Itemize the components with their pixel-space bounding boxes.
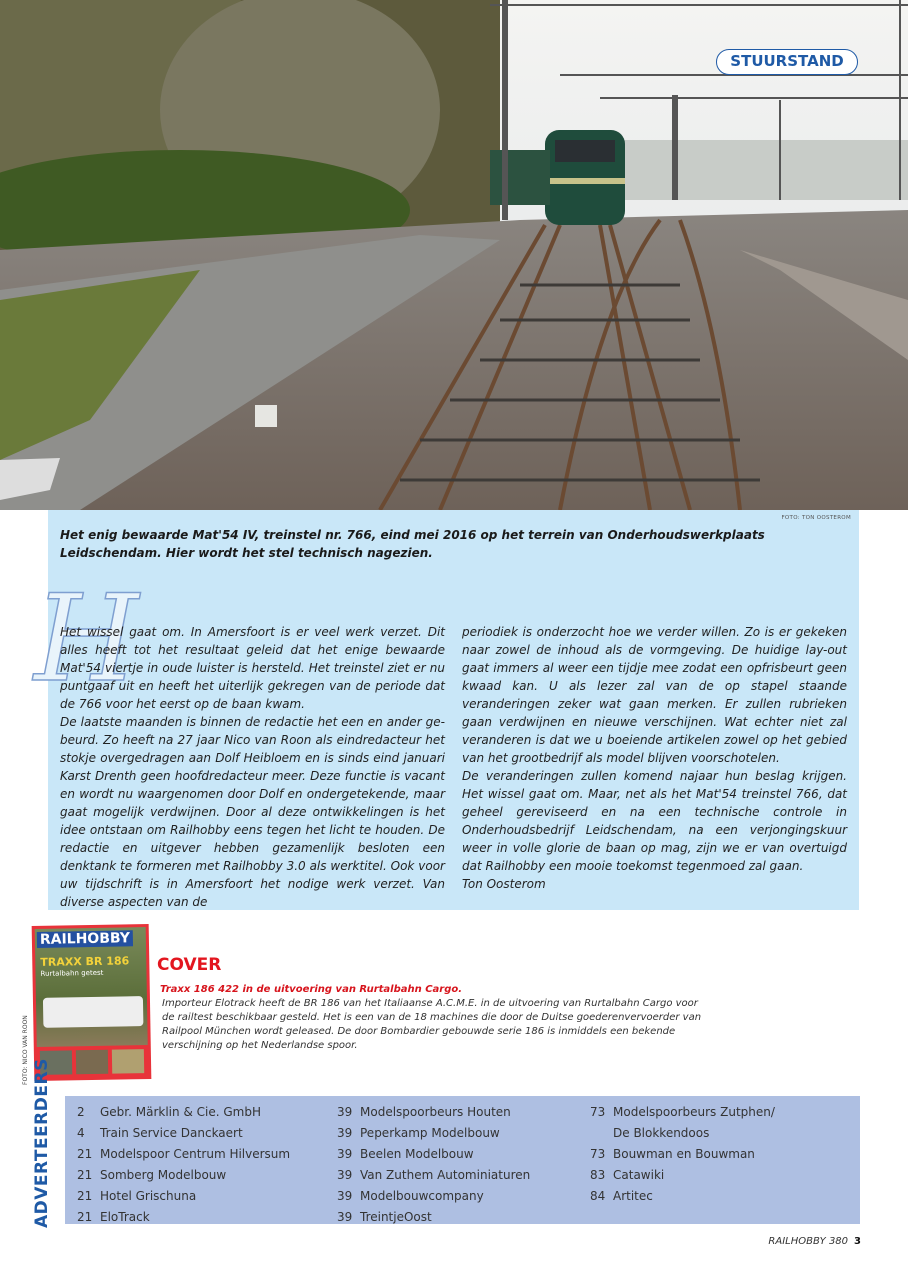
advertiser-name: Modelspoorbeurs Houten: [360, 1105, 511, 1119]
advertisers-column: [337, 1102, 530, 1228]
advertiser-page: 2: [77, 1105, 85, 1119]
cover-thumb-headline: TRAXX BR 186: [40, 954, 130, 969]
advertiser-entry: [337, 1207, 530, 1228]
advertiser-page: 21: [77, 1147, 93, 1161]
advertiser-page: 39: [337, 1147, 353, 1161]
page-number: 3: [854, 1236, 861, 1247]
advertiser-name: Gebr. Märklin & Cie. GmbH: [100, 1105, 261, 1119]
advertiser-name: Hotel Grischuna: [100, 1189, 197, 1203]
advertiser-entry: [77, 1165, 290, 1186]
advertiser-name: Modelspoorbeurs Zutphen/: [613, 1105, 775, 1119]
signature: Ton Oosterom: [462, 877, 546, 891]
cover-thumb-logo: RAILHOBBY: [37, 930, 133, 948]
advertiser-page: 73: [590, 1105, 606, 1119]
article-paragraph: Het wissel gaat om. In Amersfoort is er veel werk verzet. Dit alles heeft tot het resultaat geleid dat het enige bewaarde Mat'54 viertje in oude luister is hersteld. Het treinstel ziet er nu puntgaaf uit en heeft het uiterlijk gekregen van de periode dat de 766 voor het eerst op de baan kwam.: [60, 625, 445, 711]
advertiser-entry: [337, 1102, 530, 1123]
article-paragraph: periodiek is onderzocht hoe we verder willen. Zo is er gekeken naar zowel de inhoud als de vormgeving. De huidige lay-out gaat immers al weer een tijdje mee zodat een opfrisbeurt geen kwaad kan. U als lezer zal van de op stapel staande veranderingen zeker wat gaan merken. Er zullen rubrieken gaan verdwijnen en nieuwe verschijnen. Wat echter niet zal veranderen is dat we u boeiende artikelen zowel op het gebied van het grootbedrijf als model blijven voorschotelen.: [462, 625, 847, 765]
advertiser-name: Modelbouwcompany: [360, 1189, 484, 1203]
advertisers-column: [77, 1102, 290, 1228]
advertiser-entry: [590, 1165, 775, 1186]
section-badge: STUURSTAND: [716, 49, 858, 75]
advertiser-entry: [77, 1144, 290, 1165]
advertiser-name: TreintjeOost: [360, 1210, 432, 1224]
advertiser-entry: [337, 1144, 530, 1165]
advertiser-name: Somberg Modelbouw: [100, 1168, 227, 1182]
advertiser-entry: [77, 1207, 290, 1228]
advertiser-entry: [77, 1186, 290, 1207]
drop-initial: H: [34, 570, 139, 709]
advertiser-entry: [590, 1102, 775, 1123]
advertiser-entry: [77, 1123, 290, 1144]
advertiser-name: EloTrack: [100, 1210, 150, 1224]
advertiser-entry: [77, 1102, 290, 1123]
advertiser-name: Catawiki: [613, 1168, 665, 1182]
article-paragraph: De laatste maanden is binnen de redactie het een en ander gebeurd. Zo heeft na 27 jaar Nico van Roon als eindredacteur het stokje overgedragen aan Dolf Heibloem en is sinds eind januari Karst Drenth geen hoofdredacteur meer. Deze functie is vacant en wordt nu waargenomen door Dolf en ondergetekende, maar gaat mogelijk verdwijnen. Door al deze ontwikkelingen is het idee ontstaan om Railhobby eens tegen het licht te houden. De redactie en uitgever hebben gezamenlijk besloten een denktank te formeren met Railhobby 3.0 als werktitel. Ook voor uw tijdschrift is in Amersfoort het nodige werk verzet. Van diverse aspecten van de: [60, 715, 445, 909]
train-tracks-photo: [0, 0, 908, 510]
advertiser-page: 39: [337, 1189, 353, 1203]
cover-subtitle: Traxx 186 422 in de uitvoering van Rurtalbahn Cargo.: [160, 984, 463, 995]
advertiser-name: Van Zuthem Autominiaturen: [360, 1168, 531, 1182]
advertiser-entry: [337, 1186, 530, 1207]
advertiser-entry: [590, 1186, 775, 1207]
advertiser-entry: [590, 1123, 775, 1144]
advertiser-page: 73: [590, 1147, 606, 1161]
advertiser-name: De Blokkendoos: [613, 1126, 710, 1140]
article-column-2: [462, 623, 847, 893]
advertiser-name: Modelspoor Centrum Hilversum: [100, 1147, 291, 1161]
cover-photo-credit: FOTO: NICO VAN ROON: [22, 1015, 29, 1085]
advertiser-page: 21: [77, 1210, 93, 1224]
magazine-issue: RAILHOBBY 380: [768, 1236, 849, 1247]
advertiser-page: 21: [77, 1189, 93, 1203]
advertisers-label: ADVERTEERDERS: [32, 1058, 52, 1228]
advertisers-box: [65, 1096, 860, 1224]
advertiser-page: 83: [590, 1168, 606, 1182]
advertiser-page: 39: [337, 1105, 353, 1119]
advertiser-entry: [590, 1144, 775, 1165]
advertisers-column: [590, 1102, 775, 1207]
advertiser-name: Bouwman en Bouwman: [613, 1147, 755, 1161]
editorial-box: [34, 510, 859, 910]
advertiser-page: 21: [77, 1168, 93, 1182]
article-column-1: [60, 623, 445, 911]
advertiser-page: 39: [337, 1210, 353, 1224]
advertiser-entry: [337, 1165, 530, 1186]
advertiser-page: 84: [590, 1189, 606, 1203]
advertiser-page: 4: [77, 1126, 85, 1140]
advertiser-page: 39: [337, 1168, 353, 1182]
advertiser-name: Beelen Modelbouw: [360, 1147, 474, 1161]
advertiser-name: Train Service Danckaert: [100, 1126, 243, 1140]
cover-description: Importeur Elotrack heeft de BR 186 van het Italiaanse A.C.M.E. in de uitvoering van Rurtalbahn Cargo voor de railtest beschikbaar gesteld. Het is een van de 18 machines die door de Duitse goederenvervoerder van Railpool München wordt geleased. De door Bombardier gebouwde serie 186 is inmiddels een bekende verschijning op het Nederlandse spoor.: [162, 998, 702, 1051]
hero-photo: [0, 0, 908, 510]
cover-title: COVER: [157, 955, 222, 975]
photo-caption: Het enig bewaarde Mat'54 IV, treinstel nr. 766, eind mei 2016 op het terrein van Onderhoudswerkplaats Leidschendam. Hier wordt het stel technisch nagezien.: [60, 528, 765, 560]
advertiser-page: 39: [337, 1126, 353, 1140]
page-footer: [768, 1236, 861, 1247]
advertiser-name: Peperkamp Modelbouw: [360, 1126, 500, 1140]
advertiser-name: Artitec: [613, 1189, 653, 1203]
cover-thumb-sub: Rurtalbahn getest: [40, 968, 104, 978]
advertiser-entry: [337, 1123, 530, 1144]
photo-credit: FOTO: TON OOSTEROM: [781, 515, 851, 521]
article-paragraph: De veranderingen zullen komend najaar hun beslag krijgen. Het wissel gaat om. Maar, net als het Mat'54 treinstel 766, dat geheel gereviseerd en na een technische controle in Onderhoudsbedrijf Leidschendam, na een verjongingskuur weer in volle glorie de baan op mag, zijn we er van overtuigd dat Railhobby een mooie toekomst tegenmoed zal gaan.: [462, 769, 847, 873]
